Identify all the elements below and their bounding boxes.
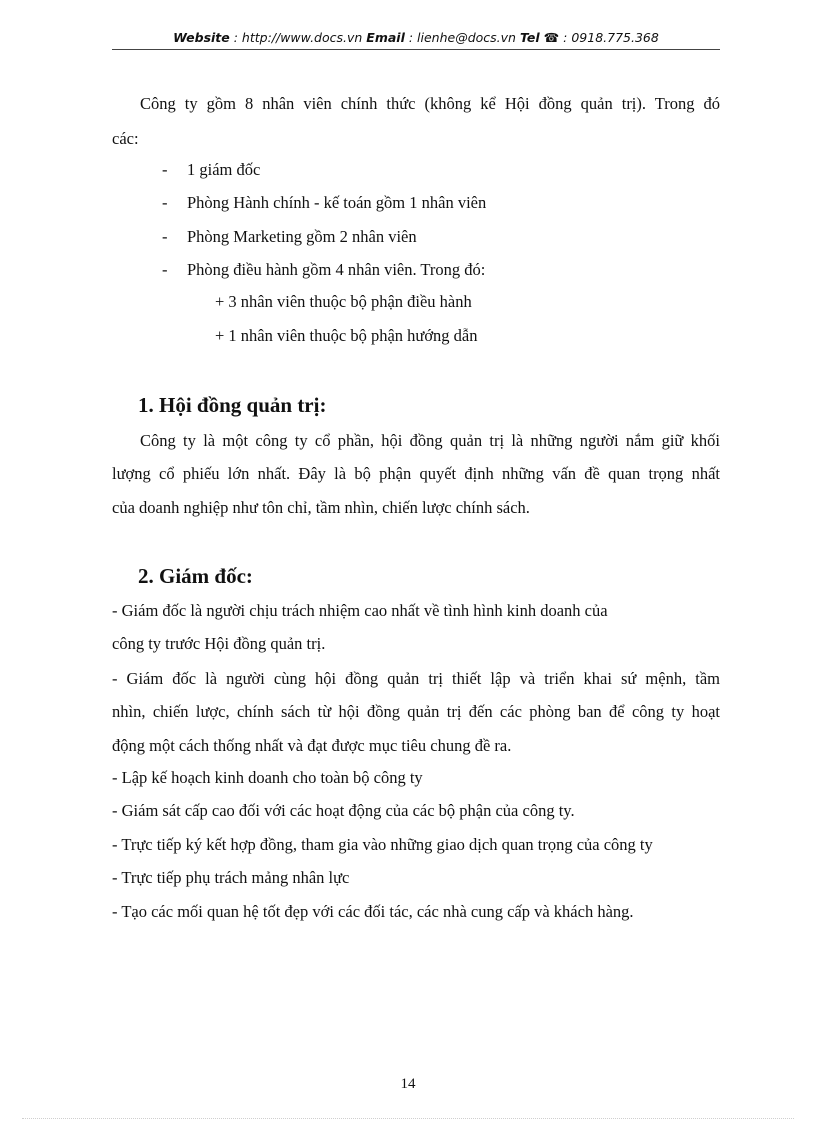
bullet-dash: - <box>162 227 168 246</box>
page-number: 14 <box>400 1076 416 1092</box>
bullet-dash: - <box>162 160 168 179</box>
website-value: : http://www.docs.vn <box>229 30 367 45</box>
tel-label: Tel <box>519 30 540 45</box>
paragraph-line: - Giám đốc là người cùng hội đồng quản trị thiết lập và triển khai sứ mệnh, tầm <box>112 669 720 688</box>
paragraph-line: của doanh nghiệp như tôn chỉ, tầm nhìn, chiến lược chính sách. <box>112 498 530 517</box>
paragraph-line: công ty trước Hội đồng quản trị. <box>112 634 326 653</box>
paragraph-line: nhìn, chiến lược, chính sách từ hội đồng quản trị đến các phòng ban để công ty hoạt <box>112 702 720 721</box>
paragraph-line: Công ty là một công ty cổ phần, hội đồng quản trị là những người nắm giữ khối <box>140 431 720 450</box>
intro-line-1: Công ty gồm 8 nhân viên chính thức (không kể Hội đồng quản trị). Trong đó <box>140 94 720 113</box>
telephone-icon: ☎ <box>543 30 560 45</box>
paragraph-line: lượng cổ phiếu lớn nhất. Đây là bộ phận quyết định những vấn đề quan trọng nhất <box>112 464 720 483</box>
paragraph-line: - Lập kế hoạch kinh doanh cho toàn bộ công ty <box>112 768 423 787</box>
email-label: Email <box>366 30 405 45</box>
bullet-dash: - <box>162 193 168 212</box>
paragraph-line: - Trực tiếp ký kết hợp đồng, tham gia vào những giao dịch quan trọng của công ty <box>112 835 653 854</box>
list-item: Phòng Marketing gồm 2 nhân viên <box>187 227 417 246</box>
list-item: Phòng Hành chính - kế toán gồm 1 nhân viên <box>187 193 487 212</box>
header-divider <box>112 49 720 50</box>
page-header <box>112 30 720 50</box>
section-heading-director: 2. Giám đốc: <box>138 564 253 588</box>
website-label: Website <box>173 30 230 45</box>
list-item: Phòng điều hành gồm 4 nhân viên. Trong đó: <box>187 260 486 279</box>
list-item: 1 giám đốc <box>187 160 261 179</box>
paragraph-line: - Trực tiếp phụ trách mảng nhân lực <box>112 868 350 887</box>
intro-line-2: các: <box>112 129 139 148</box>
page-bottom-edge <box>22 1118 794 1119</box>
paragraph-line: - Giám đốc là người chịu trách nhiệm cao nhất về tình hình kinh doanh của <box>112 601 608 620</box>
paragraph-line: - Tạo các mối quan hệ tốt đẹp với các đối tác, các nhà cung cấp và khách hàng. <box>112 902 634 921</box>
bullet-dash: - <box>162 260 168 279</box>
email-value: : lienhe@docs.vn <box>404 30 520 45</box>
tel-value: : 0918.775.368 <box>559 30 659 45</box>
paragraph-line: động một cách thống nhất và đạt được mục tiêu chung đề ra. <box>112 736 512 755</box>
sub-list-item: + 3 nhân viên thuộc bộ phận điều hành <box>215 292 472 311</box>
section-heading-board: 1. Hội đồng quản trị: <box>138 393 327 417</box>
sub-list-item: + 1 nhân viên thuộc bộ phận hướng dẫn <box>215 326 478 345</box>
paragraph-line: - Giám sát cấp cao đối với các hoạt động của các bộ phận của công ty. <box>112 801 575 820</box>
